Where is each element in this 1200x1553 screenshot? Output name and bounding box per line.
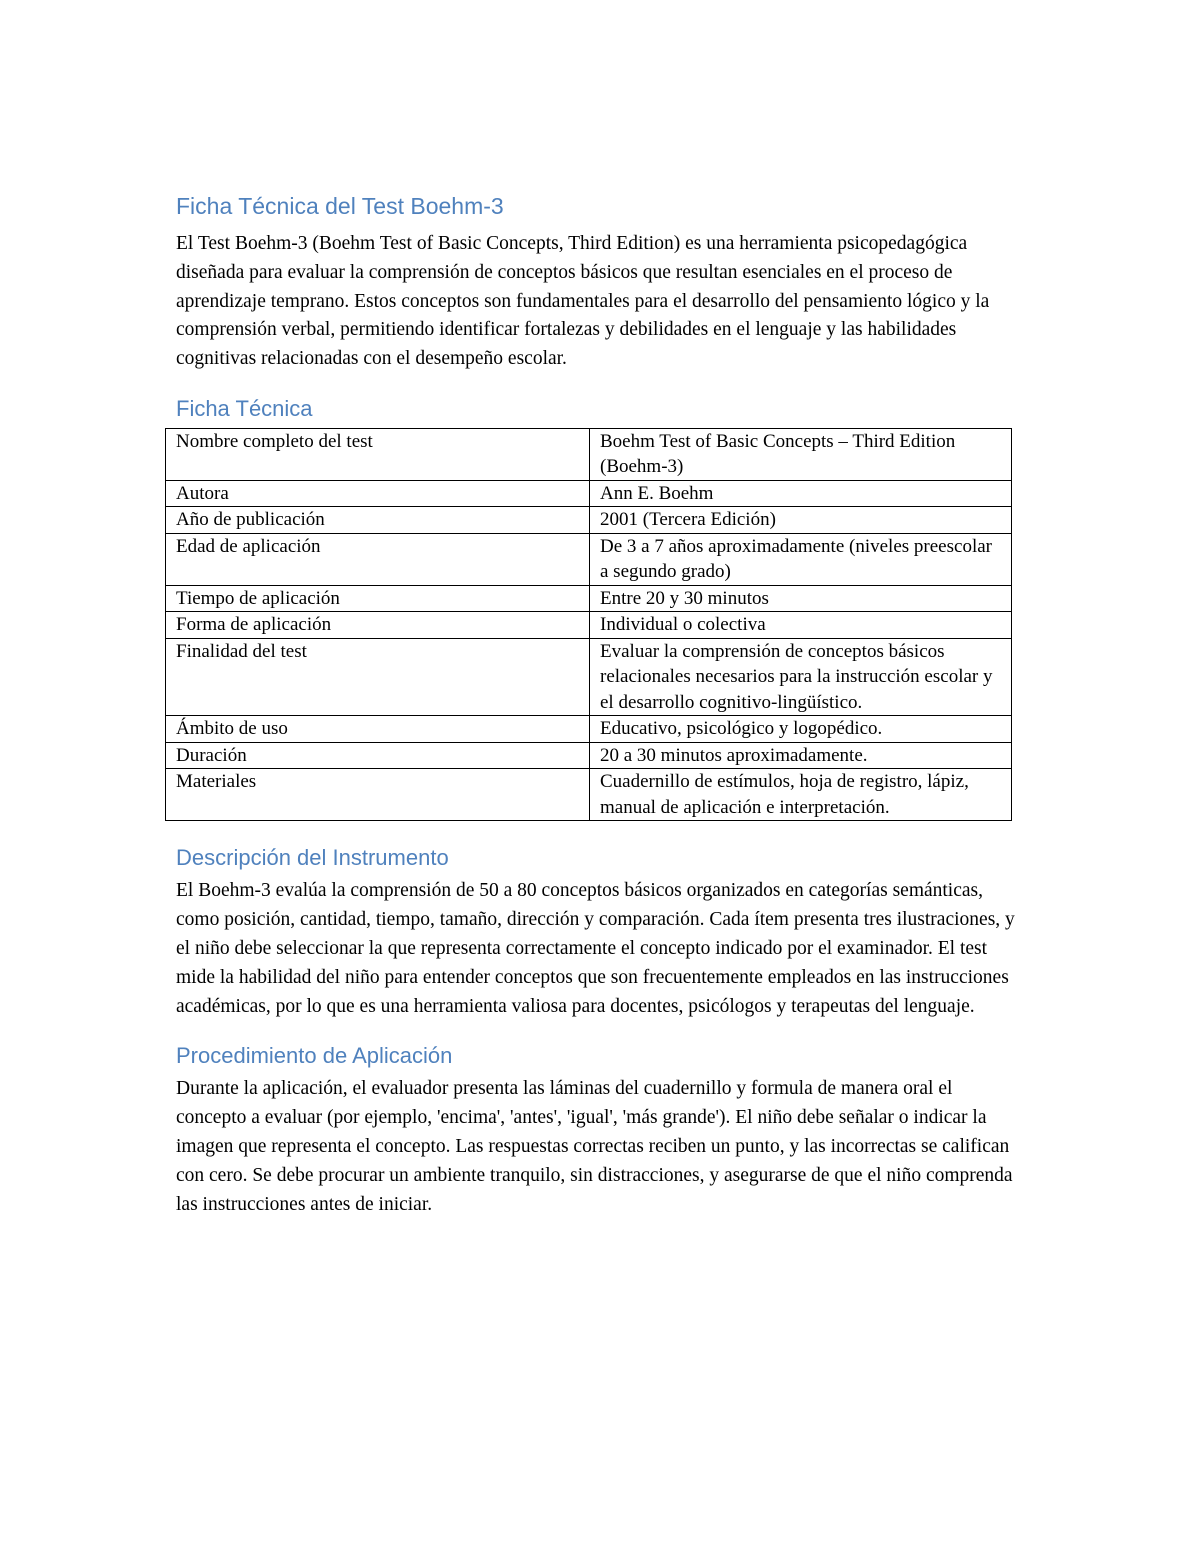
row-label: Autora xyxy=(166,480,590,507)
procedure-heading: Procedimiento de Aplicación xyxy=(176,1043,453,1069)
row-label: Edad de aplicación xyxy=(166,533,590,585)
document-page xyxy=(176,188,1018,1219)
procedure-paragraph: Durante la aplicación, el evaluador presenta las láminas del cuadernillo y formula de manera oral el concepto a evaluar (por ejemplo, 'encima', 'antes', 'igual', 'más grande'). El niño debe señalar o indicar la imagen que representa el concepto. Las respuestas correctas reciben un punto, y las incorrectas se califican con cero. Se debe procurar un ambiente tranquilo, sin distracciones, y asegurarse de que el niño comprenda las instrucciones antes de iniciar. xyxy=(176,1078,1013,1215)
table-row xyxy=(166,585,1012,612)
row-value: Entre 20 y 30 minutos xyxy=(590,585,1012,612)
row-value: Ann E. Boehm xyxy=(590,480,1012,507)
description-heading: Descripción del Instrumento xyxy=(176,845,449,871)
table-row xyxy=(166,480,1012,507)
document-title: Ficha Técnica del Test Boehm-3 xyxy=(176,193,504,219)
row-value: Educativo, psicológico y logopédico. xyxy=(590,716,1012,743)
intro-paragraph: El Test Boehm-3 (Boehm Test of Basic Concepts, Third Edition) es una herramienta psicopedagógica diseñada para evaluar la comprensión de conceptos básicos que resultan esenciales en el proceso de aprendizaje temprano. Estos conceptos son fundamentales para el desarrollo del pensamiento lógico y la comprensión verbal, permitiendo identificar fortalezas y debilidades en el lenguaje y las habilidades cognitivas relacionadas con el desempeño escolar. xyxy=(176,233,990,370)
sheet-heading: Ficha Técnica xyxy=(176,395,313,421)
row-label: Ámbito de uso xyxy=(166,716,590,743)
row-label: Forma de aplicación xyxy=(166,612,590,639)
row-label: Año de publicación xyxy=(166,507,590,534)
row-value: Individual o colectiva xyxy=(590,612,1012,639)
row-value: De 3 a 7 años aproximadamente (niveles preescolar a segundo grado) xyxy=(590,533,1012,585)
table-row xyxy=(166,507,1012,534)
row-value: Evaluar la comprensión de conceptos básicos relacionales necesarios para la instrucción escolar y el desarrollo cognitivo-lingüístico. xyxy=(590,638,1012,716)
table-row xyxy=(166,533,1012,585)
row-label: Materiales xyxy=(166,769,590,821)
row-label: Nombre completo del test xyxy=(166,428,590,480)
row-label: Tiempo de aplicación xyxy=(166,585,590,612)
row-label: Finalidad del test xyxy=(166,638,590,716)
description-paragraph: El Boehm-3 evalúa la comprensión de 50 a 80 conceptos básicos organizados en categorías semánticas, como posición, cantidad, tiempo, tamaño, dirección y comparación. Cada ítem presenta tres ilustraciones, y el niño debe seleccionar la que representa correctamente el concepto indicado por el examinador. El test mide la habilidad del niño para entender conceptos que son frecuentemente empleados en las instrucciones académicas, por lo que es una herramienta valiosa para docentes, psicólogos y terapeutas del lenguaje. xyxy=(176,880,1015,1017)
technical-sheet-table xyxy=(165,428,1012,822)
row-value: 2001 (Tercera Edición) xyxy=(590,507,1012,534)
table-row xyxy=(166,742,1012,769)
table-row xyxy=(166,638,1012,716)
row-value: Boehm Test of Basic Concepts – Third Edition (Boehm-3) xyxy=(590,428,1012,480)
table-row xyxy=(166,428,1012,480)
table-row xyxy=(166,612,1012,639)
row-label: Duración xyxy=(166,742,590,769)
row-value: 20 a 30 minutos aproximadamente. xyxy=(590,742,1012,769)
table-row xyxy=(166,769,1012,821)
row-value: Cuadernillo de estímulos, hoja de registro, lápiz, manual de aplicación e interpretación. xyxy=(590,769,1012,821)
table-row xyxy=(166,716,1012,743)
